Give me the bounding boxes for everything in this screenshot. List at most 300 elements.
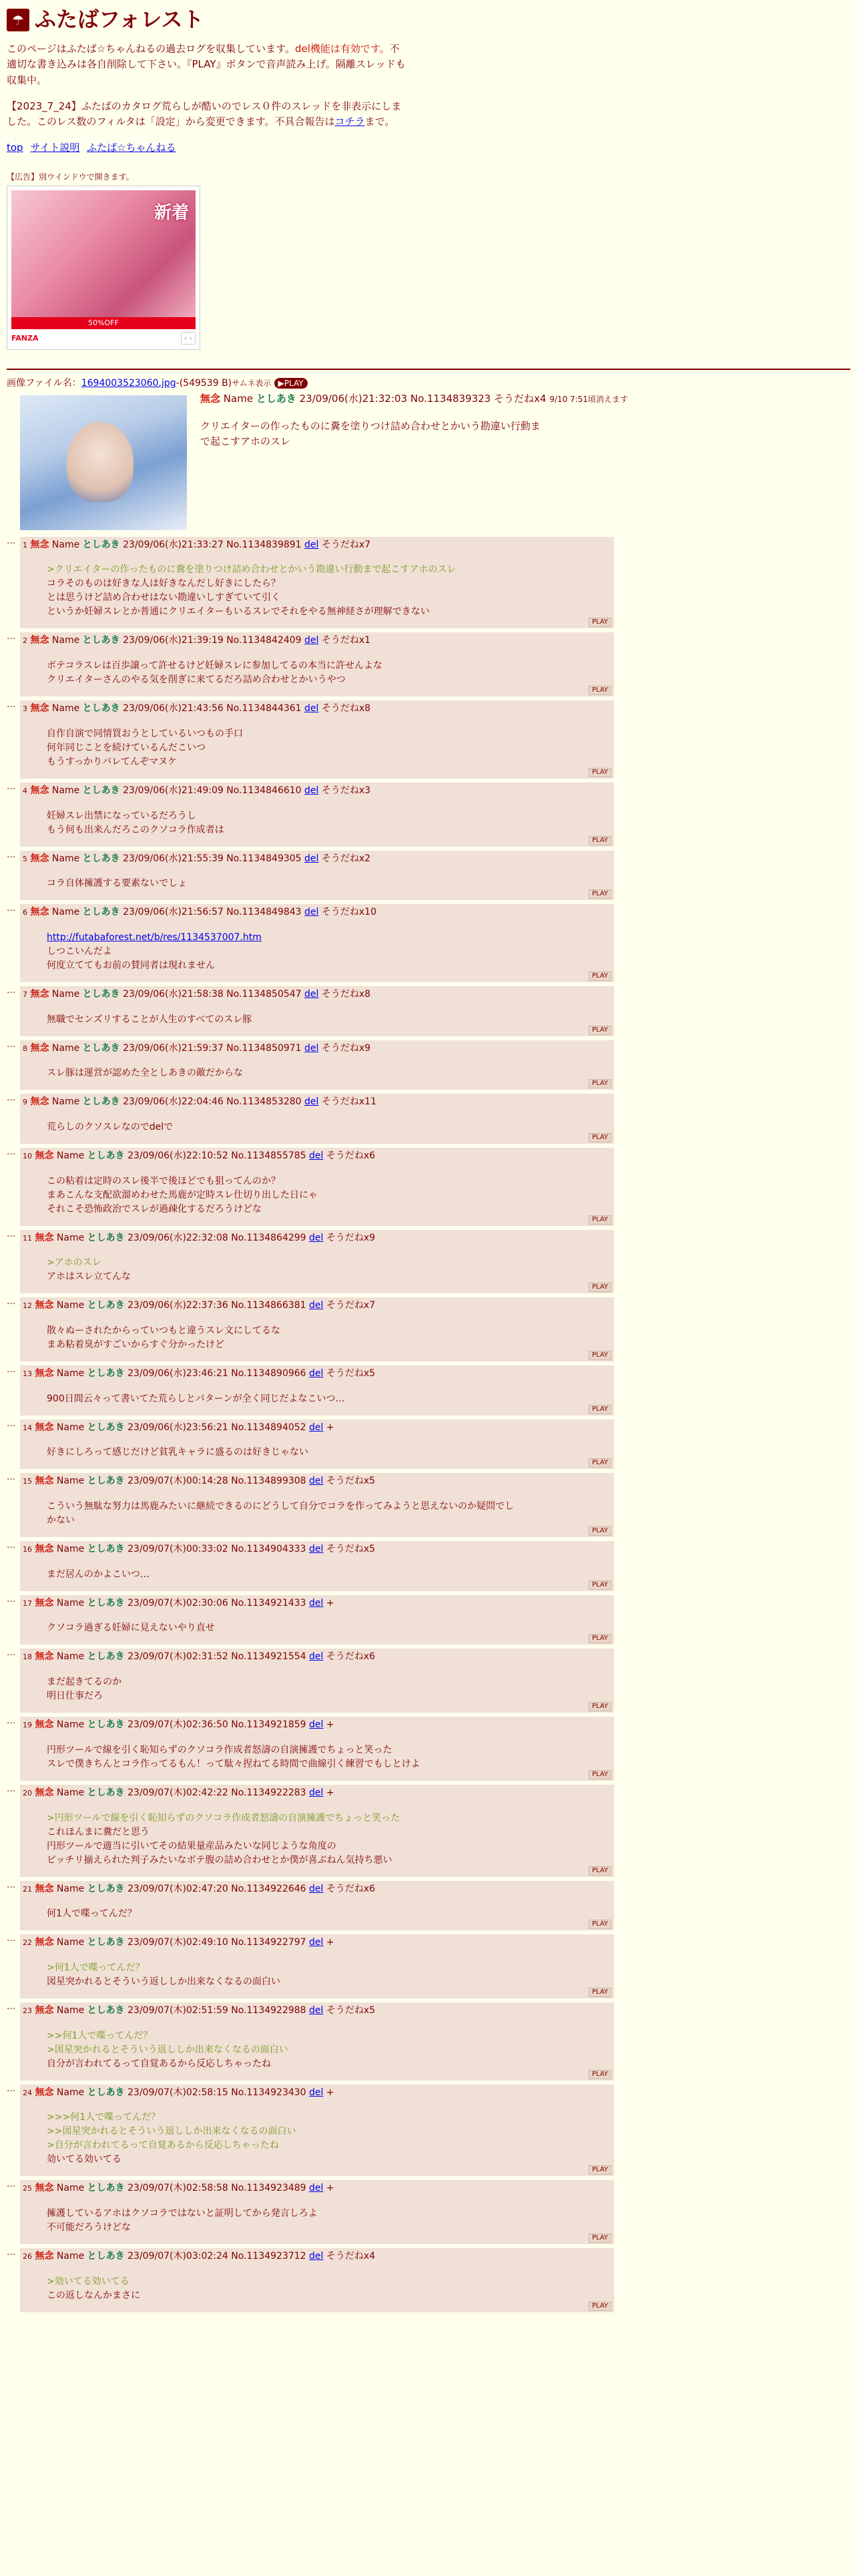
reply-index: 26 bbox=[23, 2251, 32, 2261]
reply-name: としあき bbox=[82, 853, 120, 864]
ad-label: 【広告】別ウインドウで開きます。 bbox=[7, 172, 134, 182]
ad-band: 50%OFF bbox=[11, 317, 196, 329]
reply-name-label: Name bbox=[51, 988, 80, 1000]
reply-line: ピッチリ揃えられた判子みたいなボテ腹の詰め合わせとか僕が喜ぶねん気持ち悪い bbox=[47, 1854, 392, 1866]
reply-index: 1 bbox=[23, 540, 27, 550]
reply-box bbox=[20, 783, 614, 847]
reply-body bbox=[47, 1324, 611, 1361]
reply-name-label: Name bbox=[56, 1597, 85, 1608]
reply-box bbox=[20, 1881, 614, 1931]
reply-date: 23/09/07(木)02:49:10 bbox=[127, 1937, 228, 1948]
reply-del-link[interactable]: del bbox=[304, 785, 319, 796]
reply-play-button[interactable]: PLAY bbox=[589, 889, 611, 899]
reply-post bbox=[7, 1649, 850, 1713]
reply-date: 23/09/07(木)02:31:52 bbox=[127, 1651, 228, 1663]
reply-header bbox=[23, 1421, 611, 1436]
futaba-link[interactable]: ふたば☆ちゃんねる bbox=[87, 142, 176, 154]
reply-name: としあき bbox=[87, 1232, 125, 1243]
reply-number: No.1134923712 bbox=[231, 2250, 306, 2262]
intro-1-text: このページはふたば☆ちゃんねるの過去ログを収集しています。 bbox=[7, 43, 295, 55]
reply-play-button[interactable]: PLAY bbox=[589, 1283, 611, 1292]
intro-text bbox=[7, 41, 407, 130]
reply-name-label: Name bbox=[56, 2087, 85, 2098]
reply-body bbox=[47, 1013, 611, 1036]
reply-line bbox=[47, 931, 611, 945]
reply-sodane[interactable]: そうだねx6 bbox=[326, 1651, 376, 1663]
reply-header bbox=[23, 1542, 611, 1557]
reply-body bbox=[47, 1675, 611, 1713]
reply-del-link[interactable]: del bbox=[304, 853, 319, 864]
reply-index: 4 bbox=[23, 786, 27, 795]
reply-del-link[interactable]: del bbox=[304, 907, 319, 918]
reply-box bbox=[20, 904, 614, 982]
reply-box bbox=[20, 632, 614, 696]
reply-post bbox=[7, 1148, 850, 1226]
reply-marker: … bbox=[7, 1039, 15, 1050]
reply-del-link[interactable]: del bbox=[309, 1597, 324, 1608]
reply-number: No.1134850971 bbox=[226, 1042, 302, 1054]
reply-name: としあき bbox=[87, 1422, 125, 1433]
reply-sodane[interactable]: そうだねx6 bbox=[326, 1883, 376, 1894]
reply-box bbox=[20, 1094, 614, 1144]
reply-del-link[interactable]: del bbox=[309, 1368, 324, 1379]
reply-body bbox=[47, 2275, 611, 2312]
reply-line: 自作自演で同情買おうとしているいつもの手口 bbox=[47, 728, 243, 739]
reply-sodane[interactable]: そうだねx10 bbox=[321, 907, 376, 918]
reply-date: 23/09/07(木)02:58:15 bbox=[127, 2087, 228, 2098]
reply-line: 好きにしろって感じだけど貧乳キャラに盛るのは好きじゃない bbox=[47, 1447, 308, 1458]
reply-date: 23/09/06(水)23:46:21 bbox=[127, 1368, 228, 1379]
op-play-button[interactable]: ▶PLAY bbox=[274, 378, 308, 389]
reply-subject: 無念 bbox=[30, 635, 49, 646]
reply-quote-line: >>何1人で喋ってんだ？ bbox=[47, 2030, 153, 2041]
op-name-label: Name bbox=[223, 392, 254, 405]
reply-name: としあき bbox=[87, 1787, 125, 1798]
reply-del-link[interactable]: del bbox=[309, 1544, 324, 1555]
reply-number: No.1134864299 bbox=[231, 1232, 306, 1243]
reply-play-button[interactable]: PLAY bbox=[589, 1770, 611, 1779]
reply-header bbox=[23, 1650, 611, 1665]
reply-date: 23/09/06(水)21:55:39 bbox=[123, 853, 224, 864]
reply-marker: … bbox=[7, 1934, 15, 1944]
reply-marker: … bbox=[7, 1648, 15, 1659]
reply-line: 無職でセンズリすることが人生のすべてのスレ豚 bbox=[47, 1014, 252, 1025]
reply-index: 2 bbox=[23, 636, 27, 646]
reply-list bbox=[7, 537, 850, 2312]
reply-link[interactable]: http://futabaforest.net/b/res/1134537007.htm bbox=[47, 931, 262, 943]
reply-play-button[interactable]: PLAY bbox=[589, 1580, 611, 1590]
reply-sodane[interactable]: そうだねx5 bbox=[326, 2004, 376, 2016]
reply-sodane[interactable]: そうだねx6 bbox=[326, 1150, 376, 1161]
reply-line: もうすっかりバレてんぞマヌケ bbox=[47, 756, 178, 767]
reply-subject: 無念 bbox=[30, 1096, 49, 1108]
reply-marker: … bbox=[7, 1594, 15, 1604]
reply-marker: … bbox=[7, 1783, 15, 1794]
reply-marker: … bbox=[7, 1146, 15, 1157]
separator bbox=[7, 369, 850, 370]
reply-date: 23/09/06(水)21:43:56 bbox=[123, 703, 224, 714]
reply-marker: … bbox=[7, 781, 15, 792]
reply-name-label: Name bbox=[56, 1651, 85, 1663]
reply-date: 23/09/07(木)00:33:02 bbox=[127, 1544, 228, 1555]
reply-line: こういう無駄な努力は馬鹿みたいに継続できるのにどうして自分でコラを作ってみようと思えないのか疑問でし bbox=[47, 1501, 514, 1512]
reply-subject: 無念 bbox=[35, 1368, 54, 1379]
reply-marker: … bbox=[7, 903, 15, 914]
report-link[interactable]: コチラ bbox=[334, 116, 365, 128]
reply-marker: … bbox=[7, 1297, 15, 1307]
reply-box bbox=[20, 1473, 614, 1537]
reply-subject: 無念 bbox=[35, 1719, 54, 1731]
op-line: クリエイターの作ったものに糞を塗りつけ詰め合わせとかいう勘違い行動ま bbox=[200, 420, 541, 433]
reply-line: ボテコラスレは百歩譲って許せるけど妊婦スレに参加してるの本当に許せんよな bbox=[47, 660, 383, 672]
ad-image[interactable] bbox=[11, 190, 196, 329]
reply-header bbox=[23, 1299, 611, 1313]
reply-line: それこそ恐怖政治でスレが過疎化するだろうけどな bbox=[47, 1203, 262, 1215]
reply-sodane[interactable]: そうだねx2 bbox=[321, 853, 371, 864]
reply-play-button[interactable]: PLAY bbox=[589, 1026, 611, 1035]
reply-date: 23/09/06(水)23:56:21 bbox=[127, 1422, 228, 1433]
reply-subject: 無念 bbox=[35, 1883, 54, 1894]
reply-name-label: Name bbox=[51, 703, 80, 714]
reply-quote-line: >アホのスレ bbox=[47, 1257, 101, 1269]
reply-del-link[interactable]: del bbox=[309, 1883, 324, 1894]
reply-name-label: Name bbox=[56, 1719, 85, 1731]
reply-del-link[interactable]: del bbox=[304, 1042, 319, 1054]
reply-header bbox=[23, 1936, 611, 1950]
reply-sodane[interactable]: そうだねx9 bbox=[326, 1232, 376, 1243]
reply-header bbox=[23, 2181, 611, 2196]
reply-body bbox=[47, 1961, 611, 1998]
reply-play-button[interactable]: PLAY bbox=[589, 1458, 611, 1468]
reply-line: しつこいんだよ bbox=[47, 945, 112, 957]
ad-banner[interactable] bbox=[7, 186, 200, 350]
reply-del-link[interactable]: del bbox=[304, 703, 319, 714]
file-link[interactable]: 1694003523060.jpg bbox=[81, 378, 176, 389]
reply-line: 自分が言われてるって自覚あるから反応しちゃったね bbox=[47, 2058, 271, 2069]
reply-line: この返しなんかまさに bbox=[47, 2290, 140, 2301]
reply-number: No.1134894052 bbox=[231, 1422, 306, 1433]
reply-sodane[interactable]: そうだねx9 bbox=[321, 1042, 371, 1054]
reply-marker: … bbox=[7, 700, 15, 710]
reply-line: これほんまに糞だと思う bbox=[47, 1826, 150, 1838]
reply-box bbox=[20, 1785, 614, 1877]
reply-del-link[interactable]: del bbox=[309, 2250, 324, 2262]
reply-line: まあこんな支配欲溜めわせた馬鹿が定時スレ仕切り出した日にゃ bbox=[47, 1189, 318, 1201]
reply-subject: 無念 bbox=[35, 2087, 54, 2098]
reply-sodane[interactable]: そうだねx5 bbox=[326, 1368, 376, 1379]
reply-box bbox=[20, 1717, 614, 1781]
reply-play-button[interactable]: PLAY bbox=[589, 768, 611, 777]
reply-date: 23/09/06(水)21:56:57 bbox=[123, 907, 224, 918]
reply-sodane[interactable]: そうだねx5 bbox=[326, 1476, 376, 1487]
reply-header bbox=[23, 1042, 611, 1056]
reply-name: としあき bbox=[87, 2250, 125, 2262]
reply-del-link[interactable]: del bbox=[309, 1651, 324, 1663]
site-header bbox=[7, 4, 850, 36]
reply-box bbox=[20, 2085, 614, 2177]
reply-box bbox=[20, 2180, 614, 2244]
reply-play-button[interactable]: PLAY bbox=[589, 1215, 611, 1225]
reply-play-button[interactable]: PLAY bbox=[589, 1405, 611, 1414]
reply-play-button[interactable]: PLAY bbox=[589, 1351, 611, 1360]
reply-play-button[interactable]: PLAY bbox=[589, 1079, 611, 1088]
reply-number: No.1134839891 bbox=[226, 539, 302, 550]
reply-box bbox=[20, 1297, 614, 1361]
reply-date: 23/09/07(木)03:02:24 bbox=[127, 2250, 228, 2262]
op-date: 23/09/06(水)21:32:03 bbox=[299, 392, 408, 405]
reply-number: No.1134922797 bbox=[231, 1937, 306, 1948]
reply-sodane[interactable]: そうだねx11 bbox=[321, 1096, 376, 1108]
reply-sodane[interactable]: + bbox=[326, 2183, 334, 2194]
reply-header bbox=[23, 1786, 611, 1801]
reply-name: としあき bbox=[82, 785, 120, 796]
reply-sodane[interactable]: + bbox=[326, 1422, 334, 1433]
reply-quote-line: >効いてる効いてる bbox=[47, 2276, 129, 2287]
reply-date: 23/09/06(水)21:39:19 bbox=[123, 635, 224, 646]
reply-del-link[interactable]: del bbox=[304, 635, 319, 646]
reply-name: としあき bbox=[82, 703, 120, 714]
reply-number: No.1134922646 bbox=[231, 1883, 306, 1894]
reply-sodane[interactable]: + bbox=[326, 2087, 334, 2098]
reply-index: 20 bbox=[23, 1788, 32, 1797]
reply-header bbox=[23, 1095, 611, 1110]
reply-sodane[interactable]: + bbox=[326, 1937, 334, 1948]
reply-play-button[interactable]: PLAY bbox=[589, 1920, 611, 1929]
reply-line: というか妊婦スレとか普通にクリエイターもいるスレでそれをやる無神経さが理解できない bbox=[47, 606, 430, 618]
top-link[interactable]: top bbox=[7, 142, 23, 154]
reply-date: 23/09/07(木)02:42:22 bbox=[127, 1787, 228, 1798]
reply-play-button[interactable]: PLAY bbox=[589, 1634, 611, 1643]
reply-line: 900日間云々って書いてた荒らしとパターンが全く同じだよなこいつ… bbox=[47, 1393, 345, 1404]
reply-del-link[interactable]: del bbox=[309, 1300, 324, 1311]
reply-subject: 無念 bbox=[35, 1937, 54, 1948]
reply-post bbox=[7, 1934, 850, 1998]
reply-del-link[interactable]: del bbox=[309, 1232, 324, 1243]
reply-play-button[interactable]: PLAY bbox=[589, 972, 611, 981]
reply-date: 23/09/07(木)02:36:50 bbox=[127, 1719, 228, 1731]
reply-header bbox=[23, 852, 611, 867]
reply-name: としあき bbox=[87, 1544, 125, 1555]
reply-play-button[interactable]: PLAY bbox=[589, 1988, 611, 1997]
reply-play-button[interactable]: PLAY bbox=[589, 2233, 611, 2243]
reply-header bbox=[23, 1596, 611, 1611]
reply-date: 23/09/07(木)02:51:59 bbox=[127, 2004, 228, 2016]
ad-footer bbox=[11, 332, 196, 345]
reply-body bbox=[47, 2111, 611, 2176]
reply-sodane[interactable]: そうだねx8 bbox=[321, 703, 371, 714]
reply-box bbox=[20, 1040, 614, 1090]
file-label: 画像ファイル名： bbox=[7, 378, 81, 389]
reply-body bbox=[47, 1446, 611, 1469]
reply-line: 効いてる効いてる bbox=[47, 2154, 121, 2165]
reply-line: スレ豚は運営が認めた全としあきの敵だからな bbox=[47, 1068, 243, 1079]
reply-play-button[interactable]: PLAY bbox=[589, 836, 611, 845]
reply-del-link[interactable]: del bbox=[309, 1422, 324, 1433]
reply-post bbox=[7, 1365, 850, 1416]
reply-play-button[interactable]: PLAY bbox=[589, 1526, 611, 1536]
reply-del-link[interactable]: del bbox=[309, 1150, 324, 1161]
reply-number: No.1134921433 bbox=[231, 1597, 306, 1608]
reply-name: としあき bbox=[87, 1150, 125, 1161]
reply-del-link[interactable]: del bbox=[309, 2004, 324, 2016]
reply-name: としあき bbox=[82, 1042, 120, 1054]
reply-index: 3 bbox=[23, 704, 27, 714]
reply-sodane[interactable]: そうだねx5 bbox=[326, 1544, 376, 1555]
reply-subject: 無念 bbox=[30, 785, 49, 796]
reply-subject: 無念 bbox=[30, 907, 49, 918]
reply-post bbox=[7, 1040, 850, 1090]
reply-header bbox=[23, 1718, 611, 1733]
intro-paragraph-2 bbox=[7, 99, 407, 130]
reply-sodane[interactable]: + bbox=[326, 1719, 334, 1731]
reply-box bbox=[20, 1148, 614, 1226]
reply-date: 23/09/06(水)21:59:37 bbox=[123, 1042, 224, 1054]
reply-name: としあき bbox=[87, 1476, 125, 1487]
reply-del-link[interactable]: del bbox=[304, 988, 319, 1000]
reply-body bbox=[47, 1174, 611, 1226]
reply-subject: 無念 bbox=[35, 2183, 54, 2194]
reply-header bbox=[23, 634, 611, 648]
reply-line: まだ居んのかよこいつ… bbox=[47, 1568, 150, 1580]
reply-play-button[interactable]: PLAY bbox=[589, 618, 611, 627]
reply-header bbox=[23, 988, 611, 1002]
reply-box bbox=[20, 1934, 614, 1998]
op-sodane[interactable]: そうだねx4 bbox=[494, 392, 547, 405]
reply-index: 14 bbox=[23, 1423, 32, 1432]
reply-body bbox=[47, 1066, 611, 1090]
reply-quote-line: >何1人で喋ってんだ？ bbox=[47, 1962, 145, 1973]
reply-marker: … bbox=[7, 1093, 15, 1104]
reply-header bbox=[23, 784, 611, 799]
op-thumbnail[interactable] bbox=[20, 395, 187, 530]
reply-subject: 無念 bbox=[35, 1232, 54, 1243]
reply-box bbox=[20, 537, 614, 629]
reply-quote-line: >図星突かれるとそういう返ししか出来なくなるの面白い bbox=[47, 2044, 288, 2055]
reply-del-link[interactable]: del bbox=[309, 1719, 324, 1731]
reply-post bbox=[7, 1595, 850, 1645]
op-subject: 無念 bbox=[200, 392, 221, 405]
about-link[interactable]: サイト説明 bbox=[30, 142, 80, 154]
reply-name-label: Name bbox=[56, 2004, 85, 2016]
reply-play-button[interactable]: PLAY bbox=[589, 2070, 611, 2079]
reply-header bbox=[23, 1882, 611, 1897]
reply-body bbox=[47, 1120, 611, 1144]
reply-post bbox=[7, 1541, 850, 1591]
reply-name-label: Name bbox=[56, 1232, 85, 1243]
reply-quote-line: >>>何1人で喋ってんだ？ bbox=[47, 2112, 161, 2123]
reply-name: としあき bbox=[87, 1883, 125, 1894]
reply-subject: 無念 bbox=[30, 853, 49, 864]
reply-line: スレで僕きちんとコラ作ってるもん！って駄々捏ねてる時間で曲線引く練習でもしとけよ bbox=[47, 1758, 420, 1769]
reply-index: 24 bbox=[23, 2088, 32, 2097]
reply-subject: 無念 bbox=[35, 2004, 54, 2016]
reply-post bbox=[7, 2085, 850, 2177]
reply-sodane[interactable]: + bbox=[326, 1787, 334, 1798]
reply-sodane[interactable]: そうだねx7 bbox=[326, 1300, 376, 1311]
reply-line: 散々ぬーされたからっていつもと違うスレ文にしてるな bbox=[47, 1325, 280, 1337]
reply-date: 23/09/07(木)02:30:06 bbox=[127, 1597, 228, 1608]
reply-marker: … bbox=[7, 2001, 15, 2012]
reply-number: No.1134922283 bbox=[231, 1787, 306, 1798]
reply-number: No.1134849843 bbox=[226, 907, 302, 918]
reply-play-button[interactable]: PLAY bbox=[589, 1133, 611, 1142]
reply-box bbox=[20, 851, 614, 901]
reply-post bbox=[7, 986, 850, 1036]
reply-marker: … bbox=[7, 2083, 15, 2094]
reply-play-button[interactable]: PLAY bbox=[589, 1866, 611, 1876]
op-body bbox=[200, 391, 628, 530]
reply-sodane[interactable]: そうだねx4 bbox=[326, 2250, 376, 2262]
reply-del-link[interactable]: del bbox=[309, 1476, 324, 1487]
reply-sodane[interactable]: そうだねx8 bbox=[321, 988, 371, 1000]
reply-body bbox=[47, 931, 611, 982]
reply-quote-line: >>図星突かれるとそういう返ししか出来なくなるの面白い bbox=[47, 2126, 296, 2137]
reply-sodane[interactable]: + bbox=[326, 1597, 334, 1608]
reply-marker: … bbox=[7, 2179, 15, 2190]
reply-post bbox=[7, 1785, 850, 1877]
reply-sodane[interactable]: そうだねx1 bbox=[321, 635, 371, 646]
reply-name-label: Name bbox=[56, 1476, 85, 1487]
reply-body bbox=[47, 563, 611, 628]
reply-date: 23/09/06(水)21:33:27 bbox=[123, 539, 224, 550]
intro-1-del-note: del機能は有効です。 bbox=[294, 43, 390, 55]
reply-subject: 無念 bbox=[35, 1422, 54, 1433]
reply-box bbox=[20, 1595, 614, 1645]
reply-play-button[interactable]: PLAY bbox=[589, 2165, 611, 2175]
intro-1-text-end: 不適切な書き込みは各自削除して下さい。『PLAY』ボタンで音声読み上げ。隔離スレッドも収集中。 bbox=[7, 43, 406, 86]
reply-box bbox=[20, 1541, 614, 1591]
reply-sodane[interactable]: そうだねx3 bbox=[321, 785, 371, 796]
reply-del-link[interactable]: del bbox=[309, 2087, 324, 2098]
reply-play-button[interactable]: PLAY bbox=[589, 686, 611, 695]
reply-date: 23/09/07(木)02:47:20 bbox=[127, 1883, 228, 1894]
reply-play-button[interactable]: PLAY bbox=[589, 1702, 611, 1711]
reply-play-button[interactable]: PLAY bbox=[589, 2302, 611, 2311]
reply-del-link[interactable]: del bbox=[309, 1937, 324, 1948]
reply-post bbox=[7, 632, 850, 696]
reply-number: No.1134921859 bbox=[231, 1719, 306, 1731]
reply-body bbox=[47, 1621, 611, 1645]
reply-date: 23/09/06(水)22:04:46 bbox=[123, 1096, 224, 1108]
reply-post bbox=[7, 1717, 850, 1781]
reply-index: 6 bbox=[23, 908, 27, 917]
reply-subject: 無念 bbox=[35, 1150, 54, 1161]
ad-logo: FANZA bbox=[11, 334, 39, 343]
reply-line: コラ自体擁護する要素ないでしょ bbox=[47, 878, 187, 889]
reply-post bbox=[7, 1230, 850, 1294]
reply-name: としあき bbox=[82, 539, 120, 550]
reply-del-link[interactable]: del bbox=[309, 2183, 324, 2194]
reply-post bbox=[7, 1473, 850, 1537]
reply-line: 明日仕事だろ bbox=[47, 1691, 103, 1702]
reply-box bbox=[20, 700, 614, 779]
reply-del-link[interactable]: del bbox=[304, 1096, 319, 1108]
reply-marker: … bbox=[7, 1716, 15, 1727]
reply-post bbox=[7, 2002, 850, 2081]
reply-name: としあき bbox=[87, 1719, 125, 1731]
reply-number: No.1134890966 bbox=[231, 1368, 306, 1379]
reply-body bbox=[47, 1743, 611, 1781]
reply-index: 11 bbox=[23, 1233, 32, 1243]
reply-header bbox=[23, 2086, 611, 2101]
reply-number: No.1134899308 bbox=[231, 1476, 306, 1487]
reply-del-link[interactable]: del bbox=[309, 1787, 324, 1798]
ad-nav-arrows[interactable]: ‹ › bbox=[181, 332, 196, 345]
reply-header bbox=[23, 905, 611, 920]
reply-del-link[interactable]: del bbox=[304, 539, 319, 550]
reply-sodane[interactable]: そうだねx7 bbox=[321, 539, 371, 550]
reply-line: 何度立ててもお前の賛同者は現れません bbox=[47, 959, 215, 971]
